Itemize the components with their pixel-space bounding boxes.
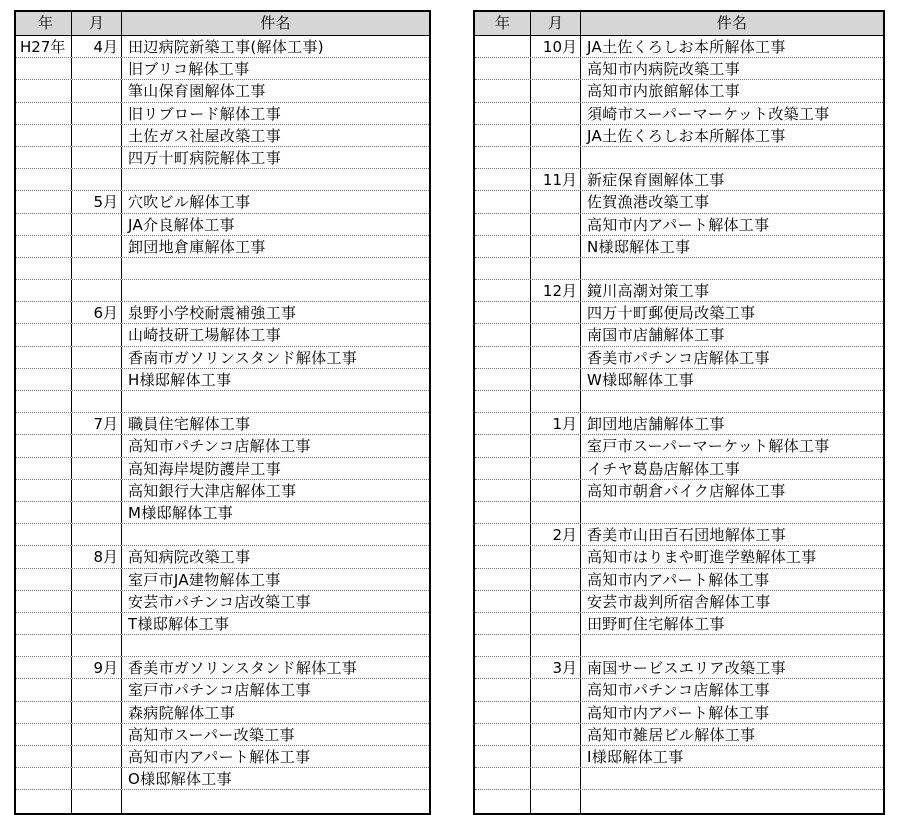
year-cell: [475, 724, 531, 745]
month-cell: [72, 480, 122, 501]
table-row: [475, 435, 883, 457]
project-name-cell: 職員住宅解体工事: [128, 415, 251, 434]
month-cell: [72, 768, 122, 789]
month-cell: 4月: [72, 36, 122, 57]
month-cell: [531, 790, 581, 812]
table-row: [475, 169, 883, 191]
project-name-cell: 須崎市スーパーマーケット改築工事: [587, 104, 830, 123]
month-cell: [72, 591, 122, 612]
project-name-cell: I様邸解体工事: [587, 748, 684, 766]
table-row: [16, 147, 429, 169]
table-row: [475, 768, 883, 790]
table-row: [16, 546, 429, 568]
project-name-cell: 高知市パチンコ店解体工事: [128, 437, 311, 456]
table-row: [16, 80, 429, 102]
year-cell: [16, 546, 72, 567]
year-cell: [16, 280, 72, 301]
month-cell: [531, 214, 581, 235]
project-name-cell: 卸団地店舗解体工事: [587, 415, 725, 434]
year-cell: [475, 702, 531, 723]
year-cell: [16, 369, 72, 390]
project-name-cell: 室戸市JA建物解体工事: [128, 570, 281, 589]
project-name-cell: 高知市内旅館解体工事: [587, 82, 741, 101]
year-cell: [475, 302, 531, 323]
month-cell: [72, 524, 122, 545]
year-cell: [475, 657, 531, 678]
table-row: [16, 702, 429, 724]
year-column-header: 年: [475, 12, 531, 35]
month-cell: [72, 502, 122, 523]
year-cell: [16, 324, 72, 345]
project-name-cell: 穴吹ビル解体工事: [128, 193, 251, 212]
year-cell: [16, 103, 72, 124]
month-cell: [531, 125, 581, 146]
year-cell: [16, 80, 72, 101]
year-cell: [16, 724, 72, 745]
project-name-cell: H様邸解体工事: [128, 370, 232, 389]
year-cell: [475, 103, 531, 124]
table-row: [16, 391, 429, 413]
project-name-cell: [122, 524, 429, 545]
project-name-cell: 香美市パチンコ店解体工事: [587, 348, 770, 367]
month-cell: [72, 147, 122, 168]
year-cell: [475, 191, 531, 212]
year-cell: [475, 768, 531, 789]
year-cell: [475, 480, 531, 501]
table-row: [475, 258, 883, 280]
year-cell: [475, 80, 531, 101]
year-cell: [475, 435, 531, 456]
month-cell: [531, 591, 581, 612]
table-row: [475, 80, 883, 102]
table-row: [475, 391, 883, 413]
table-row: [16, 58, 429, 80]
month-cell: 11月: [531, 169, 581, 190]
year-cell: [475, 502, 531, 523]
project-name-cell: [581, 147, 883, 168]
year-cell: [16, 435, 72, 456]
project-name-cell: 泉野小学校耐震補強工事: [128, 304, 297, 323]
month-cell: [72, 435, 122, 456]
year-cell: [16, 480, 72, 501]
table-row: [16, 324, 429, 346]
month-cell: [531, 236, 581, 257]
year-cell: [475, 790, 531, 812]
table-row: [16, 480, 429, 502]
table-row: [475, 147, 883, 169]
table-row: [475, 746, 883, 768]
table-row: [475, 103, 883, 125]
table-row: [16, 302, 429, 324]
month-cell: 3月: [531, 657, 581, 678]
project-name-cell: 高知病院改築工事: [128, 548, 251, 567]
project-name-cell: 香美市ガソリンスタンド解体工事: [128, 659, 358, 678]
month-cell: [72, 103, 122, 124]
table-row: [475, 480, 883, 502]
project-name-cell: 卸団地倉庫解体工事: [128, 237, 266, 256]
year-cell: [475, 458, 531, 479]
right-project-table: [473, 10, 885, 815]
month-column-header: 月: [72, 12, 122, 35]
table-row: [16, 125, 429, 147]
table-row: [16, 280, 429, 302]
project-name-cell: 高知市内アパート解体工事: [587, 703, 770, 722]
month-cell: 10月: [531, 36, 581, 57]
year-cell: [16, 391, 72, 412]
table-row: [16, 569, 429, 591]
table-row: [16, 635, 429, 657]
year-cell: [475, 236, 531, 257]
year-cell: [475, 347, 531, 368]
year-cell: [16, 191, 72, 212]
year-cell: [16, 214, 72, 235]
year-cell: [16, 768, 72, 789]
month-cell: [531, 347, 581, 368]
year-cell: [16, 502, 72, 523]
year-cell: [475, 214, 531, 235]
month-cell: [531, 502, 581, 523]
project-name-cell: 高知銀行大津店解体工事: [128, 481, 297, 500]
table-row: [475, 58, 883, 80]
year-cell: [475, 36, 531, 57]
project-name-cell: 鏡川高潮対策工事: [587, 282, 710, 301]
table-row: [16, 236, 429, 258]
table-row: [16, 724, 429, 746]
month-cell: 5月: [72, 191, 122, 212]
year-cell: [475, 679, 531, 700]
table-row: [475, 790, 883, 812]
year-cell: H27年: [16, 36, 72, 57]
month-cell: [72, 635, 122, 656]
month-cell: [72, 236, 122, 257]
project-name-cell: 高知市スーパー改築工事: [128, 725, 295, 744]
project-name-cell: 安芸市パチンコ店改築工事: [128, 592, 311, 611]
month-cell: [531, 724, 581, 745]
project-name-cell: 田辺病院新築工事(解体工事): [128, 38, 324, 56]
year-cell: [16, 258, 72, 279]
table-row: [16, 613, 429, 635]
table-row: [16, 369, 429, 391]
project-name-cell: JA介良解体工事: [128, 215, 235, 234]
name-column-header: 件名: [716, 14, 748, 32]
year-cell: [16, 302, 72, 323]
month-cell: [72, 58, 122, 79]
table-row: [16, 103, 429, 125]
month-cell: 12月: [531, 280, 581, 301]
project-name-cell: 四万十町郵便局改築工事: [587, 304, 756, 323]
table-row: [475, 236, 883, 258]
table-row: [475, 125, 883, 147]
project-name-cell: 田野町住宅解体工事: [587, 614, 725, 633]
table-row: [16, 36, 429, 58]
project-name-cell: 旧ブリコ解体工事: [128, 60, 250, 79]
month-cell: [531, 679, 581, 700]
project-name-cell: 高知市内アパート解体工事: [587, 570, 770, 589]
table-row: [475, 635, 883, 657]
year-column-header: 年: [16, 12, 72, 35]
month-cell: [72, 324, 122, 345]
month-cell: [72, 702, 122, 723]
month-cell: [531, 768, 581, 789]
year-cell: [16, 635, 72, 656]
year-cell: [475, 324, 531, 345]
table-row: [475, 458, 883, 480]
year-cell: [16, 524, 72, 545]
year-cell: [16, 236, 72, 257]
project-name-cell: [581, 258, 883, 279]
table-row: [475, 613, 883, 635]
left-project-table: [14, 10, 431, 815]
month-cell: [531, 746, 581, 767]
table-header: [475, 12, 883, 36]
table-row: [475, 369, 883, 391]
year-cell: [475, 391, 531, 412]
year-cell: [475, 569, 531, 590]
month-cell: [531, 391, 581, 412]
month-cell: [531, 435, 581, 456]
year-cell: [475, 147, 531, 168]
table-row: [16, 413, 429, 435]
table-row: [475, 546, 883, 568]
month-cell: [531, 635, 581, 656]
year-cell: [16, 702, 72, 723]
month-cell: [531, 613, 581, 634]
year-cell: [16, 657, 72, 678]
table-row: [475, 413, 883, 435]
month-cell: [531, 369, 581, 390]
project-name-cell: N様邸解体工事: [587, 237, 691, 256]
year-cell: [475, 369, 531, 390]
table-row: [16, 591, 429, 613]
project-name-cell: 高知市雑居ビル解体工事: [587, 725, 756, 744]
name-column-header: 件名: [260, 14, 291, 32]
project-name-cell: M様邸解体工事: [128, 503, 234, 522]
project-name-cell: 高知市内アパート解体工事: [128, 748, 311, 766]
month-cell: 2月: [531, 524, 581, 545]
project-name-cell: 山崎技研工場解体工事: [128, 326, 282, 345]
table-header: [16, 12, 429, 36]
table-row: [16, 790, 429, 812]
project-name-cell: [581, 391, 883, 412]
month-cell: [72, 169, 122, 190]
year-cell: [16, 613, 72, 634]
month-cell: [531, 546, 581, 567]
month-cell: [72, 125, 122, 146]
table-row: [16, 258, 429, 280]
year-cell: [16, 347, 72, 368]
project-name-cell: [122, 169, 429, 190]
month-cell: [72, 569, 122, 590]
year-cell: [16, 746, 72, 767]
table-row: [475, 214, 883, 236]
table-row: [16, 435, 429, 457]
year-cell: [475, 524, 531, 545]
month-cell: [531, 702, 581, 723]
table-row: [475, 679, 883, 701]
year-cell: [16, 569, 72, 590]
year-cell: [475, 635, 531, 656]
table-row: [475, 36, 883, 58]
project-name-cell: 筆山保育園解体工事: [128, 82, 266, 101]
year-cell: [16, 458, 72, 479]
month-cell: [531, 302, 581, 323]
month-cell: 7月: [72, 413, 122, 434]
year-cell: [16, 679, 72, 700]
month-cell: [531, 569, 581, 590]
table-row: [475, 302, 883, 324]
year-cell: [475, 413, 531, 434]
project-name-cell: 高知市内病院改築工事: [587, 60, 741, 79]
table-row: [475, 191, 883, 213]
month-cell: 1月: [531, 413, 581, 434]
table-row: [16, 458, 429, 480]
table-row: [16, 746, 429, 768]
table-row: [16, 214, 429, 236]
year-cell: [475, 258, 531, 279]
project-name-cell: 香美市山田百石団地解体工事: [587, 526, 786, 545]
month-cell: [72, 679, 122, 700]
table-row: [475, 657, 883, 679]
month-cell: [531, 103, 581, 124]
year-cell: [16, 147, 72, 168]
project-name-cell: 高知市朝倉バイク店解体工事: [587, 481, 786, 500]
year-cell: [16, 790, 72, 812]
project-name-cell: 室戸市スーパーマーケット解体工事: [587, 437, 830, 456]
project-name-cell: [581, 768, 883, 789]
table-row: [16, 768, 429, 790]
project-name-cell: 高知市はりまや町進学塾解体工事: [587, 548, 817, 567]
project-name-cell: 室戸市パチンコ店解体工事: [128, 681, 311, 700]
project-name-cell: 南国サービスエリア改築工事: [587, 659, 786, 678]
month-cell: [531, 147, 581, 168]
year-cell: [475, 746, 531, 767]
year-cell: [475, 125, 531, 146]
project-name-cell: イチヤ葛島店解体工事: [587, 459, 741, 478]
month-cell: [531, 458, 581, 479]
month-cell: [72, 369, 122, 390]
project-name-cell: 高知市内アパート解体工事: [587, 215, 770, 234]
project-name-cell: 高知海岸堤防護岸工事: [128, 459, 282, 478]
table-row: [16, 347, 429, 369]
year-cell: [16, 591, 72, 612]
year-cell: [475, 591, 531, 612]
month-cell: 8月: [72, 546, 122, 567]
project-name-cell: T様邸解体工事: [128, 614, 230, 633]
month-cell: [72, 391, 122, 412]
project-name-cell: [581, 635, 883, 656]
table-row: [475, 280, 883, 302]
month-cell: [531, 80, 581, 101]
month-cell: [72, 790, 122, 812]
month-cell: 9月: [72, 657, 122, 678]
year-cell: [475, 613, 531, 634]
project-name-cell: 旧リブロード解体工事: [128, 104, 282, 123]
project-name-cell: 高知市パチンコ店解体工事: [587, 681, 770, 700]
year-cell: [16, 58, 72, 79]
project-name-cell: [122, 790, 429, 812]
table-row: [16, 524, 429, 546]
year-cell: [475, 546, 531, 567]
table-row: [475, 524, 883, 546]
year-cell: [16, 125, 72, 146]
project-name-cell: JA土佐くろしお本所解体工事: [587, 38, 786, 56]
month-column-header: 月: [531, 12, 581, 35]
month-cell: [72, 347, 122, 368]
month-cell: [531, 258, 581, 279]
month-cell: [72, 258, 122, 279]
table-row: [475, 347, 883, 369]
year-cell: [475, 169, 531, 190]
project-name-cell: [122, 391, 429, 412]
project-name-cell: 新症保育園解体工事: [587, 171, 725, 190]
month-cell: [72, 746, 122, 767]
table-row: [16, 502, 429, 524]
month-cell: [72, 613, 122, 634]
year-cell: [475, 280, 531, 301]
table-row: [16, 191, 429, 213]
month-cell: [72, 458, 122, 479]
month-cell: [72, 80, 122, 101]
table-row: [475, 591, 883, 613]
project-name-cell: [122, 635, 429, 656]
table-row: [475, 724, 883, 746]
project-name-cell: JA土佐くろしお本所解体工事: [587, 126, 786, 145]
project-name-cell: 土佐ガス社屋改築工事: [128, 126, 282, 145]
project-name-cell: 四万十町病院解体工事: [128, 148, 282, 167]
table-row: [475, 324, 883, 346]
table-row: [16, 169, 429, 191]
year-cell: [16, 169, 72, 190]
month-cell: [72, 724, 122, 745]
project-name-cell: 安芸市裁判所宿舎解体工事: [587, 592, 771, 611]
table-row: [475, 502, 883, 524]
project-name-cell: [581, 790, 883, 812]
month-cell: [531, 480, 581, 501]
project-name-cell: 佐賀漁港改築工事: [587, 193, 710, 212]
month-cell: [531, 58, 581, 79]
project-name-cell: [581, 502, 883, 523]
month-cell: [531, 191, 581, 212]
table-row: [475, 569, 883, 591]
table-row: [16, 657, 429, 679]
project-name-cell: [122, 280, 429, 301]
project-name-cell: 森病院解体工事: [128, 703, 236, 722]
project-name-cell: W様邸解体工事: [587, 370, 694, 389]
table-row: [475, 702, 883, 724]
year-cell: [475, 58, 531, 79]
project-name-cell: O様邸解体工事: [128, 770, 232, 789]
month-cell: [72, 280, 122, 301]
month-cell: [531, 324, 581, 345]
project-name-cell: 南国市店舗解体工事: [587, 326, 725, 345]
project-name-cell: 香南市ガソリンスタンド解体工事: [128, 348, 358, 367]
table-row: [16, 679, 429, 701]
project-name-cell: [122, 258, 429, 279]
year-cell: [16, 413, 72, 434]
month-cell: 6月: [72, 302, 122, 323]
month-cell: [72, 214, 122, 235]
